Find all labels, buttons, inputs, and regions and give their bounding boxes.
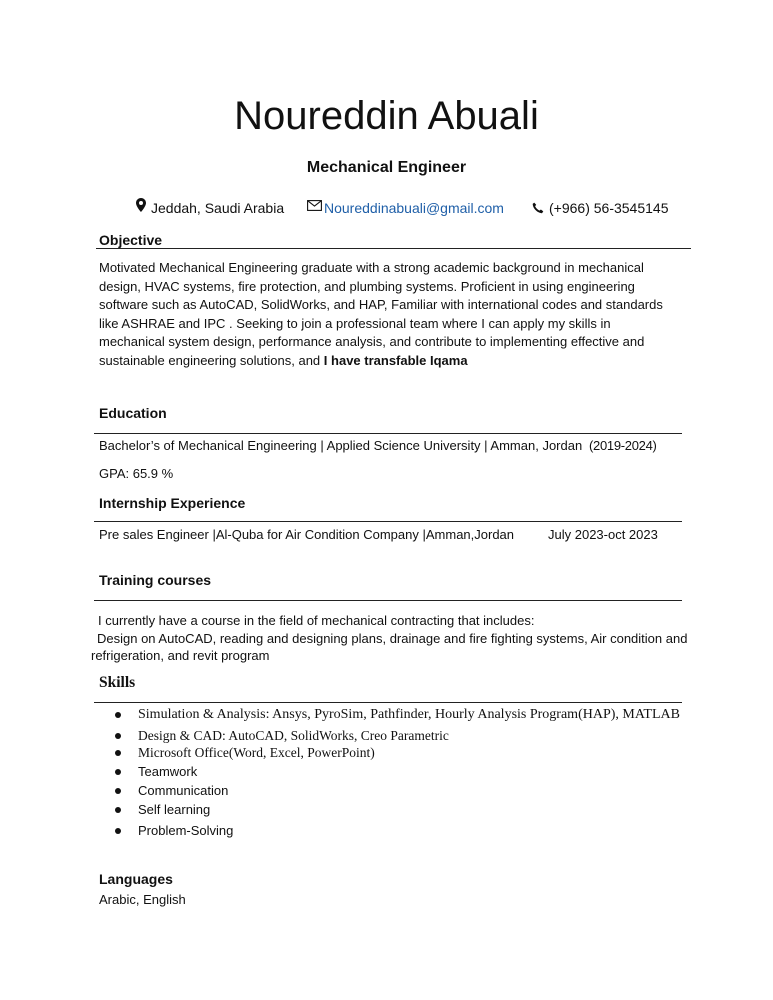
education-degree: Bachelor’s of Mechanical Engineering | Applied Science University | Amman, Jordan [99,438,583,453]
contact-email[interactable] [307,199,504,217]
job-title: Mechanical Engineer [306,159,467,176]
education-heading: Education [99,405,167,421]
skill-item: Design & CAD: AutoCAD, SolidWorks, Creo Parametric [138,728,449,743]
bullet-icon [115,828,121,834]
objective-divider [96,248,691,249]
objective-text: Motivated Mechanical Engineering graduate with a strong academic background in mechanical design, HVAC systems, fire protection, and plumbing systems. Proficient in using engineering software such as AutoCAD, SolidWorks, and HAP, Familiar with international codes and standards like ASHRAE and IPC . Seeking to join a professional team where I can apply my skills in mechanical system design, performance analysis, and contribute to implementing effective and sustainable engineering solutions, and [99,260,663,368]
objective-heading: Objective [99,232,163,248]
bullet-icon [115,733,121,739]
objective-emphasis: I have transfable Iqama [323,352,468,368]
skill-item: Simulation & Analysis: Ansys, PyroSim, Pathfinder, Hourly Analysis Program(HAP), MATLAB [138,707,680,722]
bullet-icon [115,750,121,756]
contact-phone [532,199,669,217]
phone-icon [532,202,544,214]
languages-heading: Languages [99,871,173,887]
contact-location [136,199,284,217]
candidate-name: Noureddin Abuali [234,94,539,138]
envelope-icon [307,200,322,211]
education-gpa: GPA: 65.9 % [99,466,174,481]
skill-item: Problem-Solving [138,823,234,838]
bullet-icon [115,712,121,718]
training-divider [94,600,682,601]
internship-role: Pre sales Engineer |Al-Quba for Air Condition Company |Amman,Jordan [99,527,515,542]
phone-text: (+966) 56-3545145 [549,200,669,216]
internship-dates: July 2023-oct 2023 [548,527,658,542]
location-text: Jeddah, Saudi Arabia [151,200,285,216]
map-pin-icon [136,198,146,212]
skill-item: Microsoft Office(Word, Excel, PowerPoint) [138,745,375,760]
skill-item: Communication [138,783,229,798]
skill-item: Self learning [138,802,211,817]
email-link[interactable]: Noureddinabuali@gmail.com [324,200,504,216]
training-line-3: refrigeration, and revit program [91,648,270,663]
bullet-icon [115,769,121,775]
training-line-1: I currently have a course in the field of mechanical contracting that includes: [98,613,535,628]
bullet-icon [115,788,121,794]
training-line-2: Design on AutoCAD, reading and designing plans, drainage and fire fighting systems, Air condition and [97,631,688,646]
internship-divider [94,521,682,522]
education-divider [94,433,682,434]
bullet-icon [115,807,121,813]
internship-heading: Internship Experience [99,495,246,511]
education-years: (2019-2024) [589,438,657,453]
languages-value: Arabic, English [99,892,186,907]
skills-divider [94,702,682,703]
skills-heading: Skills [99,674,136,691]
training-heading: Training courses [99,572,212,588]
objective-paragraph [99,259,667,370]
skill-item: Teamwork [138,764,198,779]
